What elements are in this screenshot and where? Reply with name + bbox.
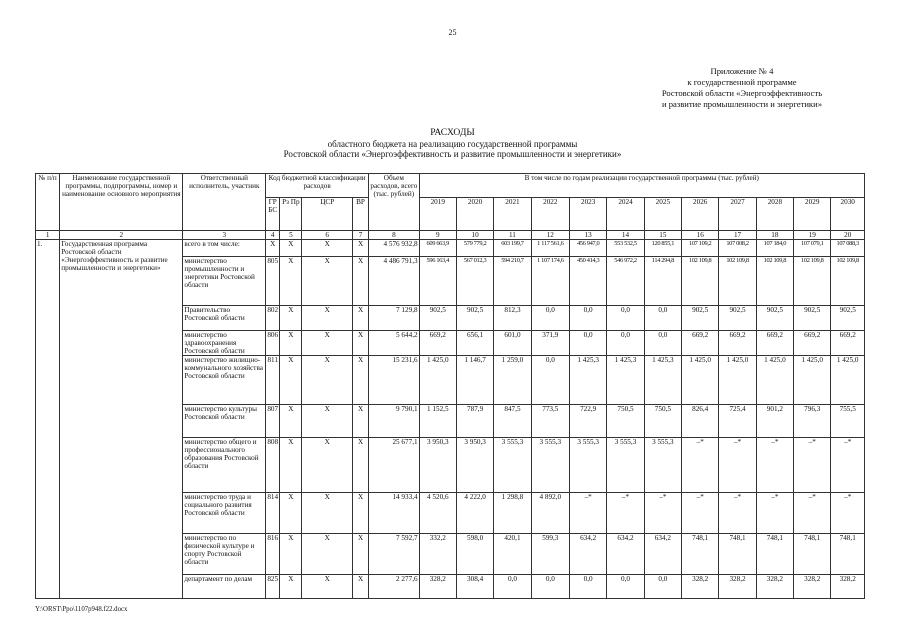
rzpr-cell: X	[280, 534, 302, 575]
rzpr-cell: X	[280, 493, 302, 534]
appendix-line: Ростовской области «Энергоэффективность	[661, 88, 823, 98]
header-year: 2023	[569, 198, 606, 231]
year-value-cell: –*	[756, 438, 793, 493]
year-value-cell: 669,2	[719, 331, 756, 356]
year-value-cell: 546 972,2	[607, 257, 644, 306]
year-value-cell: 371,9	[531, 331, 569, 356]
vr-cell: X	[352, 306, 368, 331]
year-value-cell: 1 146,7	[456, 356, 493, 405]
title-line: областного бюджета на реализацию государственной программы	[327, 138, 578, 149]
year-value-cell: 603 199,7	[494, 240, 531, 257]
year-value-cell: –*	[569, 493, 606, 534]
header-year: 2019	[419, 198, 456, 231]
executor-cell: всего в том числе:	[183, 240, 266, 257]
total-cell: 7 129,8	[369, 306, 419, 331]
year-value-cell: 3 950,3	[419, 438, 456, 493]
total-cell: 25 677,1	[369, 438, 419, 493]
year-value-cell: –*	[794, 493, 831, 534]
year-value-cell: 1 425,0	[756, 356, 793, 405]
grbs-cell: 825	[266, 575, 280, 599]
year-value-cell: 420,1	[494, 534, 531, 575]
column-number: 11	[494, 231, 531, 240]
executor-cell: министерство здравоохранения Ростовской области	[183, 331, 266, 356]
year-value-cell: 1 425,0	[719, 356, 756, 405]
column-number: 15	[644, 231, 681, 240]
vr-cell: X	[352, 534, 368, 575]
total-cell: 7 592,7	[369, 534, 419, 575]
header-year: 2027	[719, 198, 756, 231]
column-number-row	[36, 231, 865, 240]
column-number: 3	[183, 231, 266, 240]
executor-cell: Правительство Ростовской области	[183, 306, 266, 331]
vr-cell: X	[352, 405, 368, 438]
year-value-cell: 1 117 561,6	[531, 240, 569, 257]
year-value-cell: 579 779,2	[456, 240, 493, 257]
year-value-cell: 0,0	[569, 306, 606, 331]
header-year: 2029	[794, 198, 831, 231]
column-number: 9	[419, 231, 456, 240]
csr-cell: X	[302, 438, 352, 493]
program-name: Государственная программа Ростовской области «Энергоэффективность и развитие промышленности и энергетики»	[60, 240, 183, 599]
year-value-cell: –*	[794, 438, 831, 493]
executor-cell: министерство промышленности и энергетики Ростовской области	[183, 257, 266, 306]
year-value-cell: 1 425,3	[644, 356, 681, 405]
year-value-cell: 3 555,3	[494, 438, 531, 493]
year-value-cell: 902,5	[831, 306, 865, 331]
header-year: 2028	[756, 198, 793, 231]
year-value-cell: 0,0	[607, 306, 644, 331]
year-value-cell: 102 109,8	[682, 257, 719, 306]
rzpr-cell: X	[280, 405, 302, 438]
year-value-cell: 902,5	[719, 306, 756, 331]
year-value-cell: 594 210,7	[494, 257, 531, 306]
vr-cell: X	[352, 356, 368, 405]
csr-cell: X	[302, 306, 352, 331]
year-value-cell: 3 950,3	[456, 438, 493, 493]
total-cell: 2 277,6	[369, 575, 419, 599]
document-title	[0, 128, 905, 160]
year-value-cell: 102 109,8	[794, 257, 831, 306]
header-executor: Ответственный исполнитель, участник	[183, 174, 266, 231]
year-value-cell: 598,0	[456, 534, 493, 575]
grbs-cell: 808	[266, 438, 280, 493]
year-value-cell: –*	[831, 493, 865, 534]
column-number: 10	[456, 231, 493, 240]
year-value-cell: 328,2	[719, 575, 756, 599]
grbs-cell: X	[266, 240, 280, 257]
year-value-cell: 1 425,3	[569, 356, 606, 405]
year-value-cell: –*	[831, 438, 865, 493]
total-cell: 9 790,1	[369, 405, 419, 438]
year-value-cell: 634,2	[607, 534, 644, 575]
csr-cell: X	[302, 534, 352, 575]
column-number: 5	[280, 231, 302, 240]
vr-cell: X	[352, 438, 368, 493]
column-number: 1	[36, 231, 60, 240]
column-number: 13	[569, 231, 606, 240]
column-number: 7	[352, 231, 368, 240]
year-value-cell: 748,1	[831, 534, 865, 575]
year-value-cell: 328,2	[756, 575, 793, 599]
year-value-cell: 567 012,3	[456, 257, 493, 306]
year-value-cell: 102 109,8	[831, 257, 865, 306]
year-value-cell: 1 425,0	[831, 356, 865, 405]
year-value-cell: 0,0	[531, 306, 569, 331]
header-year: 2021	[494, 198, 531, 231]
csr-cell: X	[302, 356, 352, 405]
column-number: 8	[369, 231, 419, 240]
column-number: 20	[831, 231, 865, 240]
year-value-cell: 4 222,0	[456, 493, 493, 534]
year-value-cell: 902,5	[794, 306, 831, 331]
year-value-cell: 4 520,6	[419, 493, 456, 534]
table-row	[36, 240, 865, 257]
year-value-cell: 596 163,4	[419, 257, 456, 306]
executor-cell: министерство культуры Ростовской области	[183, 405, 266, 438]
header-year: 2020	[456, 198, 493, 231]
year-value-cell: 755,5	[831, 405, 865, 438]
header-budget-code: Код бюджетной классификации расходов	[266, 174, 369, 198]
total-cell: 14 933,4	[369, 493, 419, 534]
year-value-cell: 725,4	[719, 405, 756, 438]
title-line: Ростовской области «Энергоэффективность и развитие промышленности и энергетики»	[283, 149, 622, 159]
appendix-line: к государственной программе	[687, 77, 797, 87]
year-value-cell: 1 425,0	[682, 356, 719, 405]
appendix-note	[622, 66, 862, 110]
year-value-cell: 0,0	[644, 575, 681, 599]
csr-cell: X	[302, 240, 352, 257]
year-value-cell: 107 184,0	[756, 240, 793, 257]
column-number: 6	[302, 231, 352, 240]
year-value-cell: 796,3	[794, 405, 831, 438]
year-value-cell: 114 294,8	[644, 257, 681, 306]
year-value-cell: 750,5	[644, 405, 681, 438]
year-value-cell: 1 425,3	[607, 356, 644, 405]
year-value-cell: 3 555,3	[644, 438, 681, 493]
year-value-cell: 669,2	[794, 331, 831, 356]
year-value-cell: 107 109,2	[682, 240, 719, 257]
total-cell: 15 231,6	[369, 356, 419, 405]
year-value-cell: –*	[607, 493, 644, 534]
year-value-cell: –*	[756, 493, 793, 534]
executor-cell: департамент по делам	[183, 575, 266, 599]
year-value-cell: –*	[719, 493, 756, 534]
year-value-cell: 328,2	[419, 575, 456, 599]
year-value-cell: 599,3	[531, 534, 569, 575]
vr-cell: X	[352, 257, 368, 306]
csr-cell: X	[302, 493, 352, 534]
year-value-cell: 847,5	[494, 405, 531, 438]
year-value-cell: 308,4	[456, 575, 493, 599]
header-year: 2024	[607, 198, 644, 231]
year-value-cell: 456 947,0	[569, 240, 606, 257]
header-no: № п/п	[36, 174, 60, 231]
year-value-cell: 750,5	[607, 405, 644, 438]
column-number: 17	[719, 231, 756, 240]
year-value-cell: 1 107 174,6	[531, 257, 569, 306]
year-value-cell: 812,3	[494, 306, 531, 331]
year-value-cell: 748,1	[719, 534, 756, 575]
vr-cell: X	[352, 240, 368, 257]
rzpr-cell: X	[280, 356, 302, 405]
header-name: Наименование государственной программы, подпрограммы, номер и наименование основного мероприятия	[60, 174, 183, 231]
year-value-cell: –*	[719, 438, 756, 493]
csr-cell: X	[302, 257, 352, 306]
executor-cell: министерство жилищно-коммунального хозяйства Ростовской области	[183, 356, 266, 405]
year-value-cell: 0,0	[494, 575, 531, 599]
grbs-cell: 814	[266, 493, 280, 534]
grbs-cell: 807	[266, 405, 280, 438]
year-value-cell: –*	[644, 493, 681, 534]
header-year: 2026	[682, 198, 719, 231]
year-value-cell: 1 152,5	[419, 405, 456, 438]
year-value-cell: 107 079,1	[794, 240, 831, 257]
year-value-cell: 107 008,2	[719, 240, 756, 257]
header-grbs: ГР БС	[266, 198, 280, 231]
year-value-cell: 609 663,9	[419, 240, 456, 257]
vr-cell: X	[352, 331, 368, 356]
rzpr-cell: X	[280, 331, 302, 356]
header-years-title: В том числе по годам реализации государственной программы (тыс. рублей)	[419, 174, 864, 198]
rzpr-cell: X	[280, 240, 302, 257]
vr-cell: X	[352, 575, 368, 599]
year-value-cell: 1 425,0	[419, 356, 456, 405]
year-value-cell: 773,5	[531, 405, 569, 438]
csr-cell: X	[302, 575, 352, 599]
total-cell: 4 486 791,3	[369, 257, 419, 306]
csr-cell: X	[302, 405, 352, 438]
year-value-cell: 1 259,0	[494, 356, 531, 405]
year-value-cell: 601,0	[494, 331, 531, 356]
year-value-cell: 0,0	[569, 575, 606, 599]
header-vr: ВР	[352, 198, 368, 231]
header-year: 2025	[644, 198, 681, 231]
total-cell: 5 644,2	[369, 331, 419, 356]
appendix-line: Приложение № 4	[710, 66, 774, 76]
grbs-cell: 802	[266, 306, 280, 331]
year-value-cell: 634,2	[644, 534, 681, 575]
expenses-table	[35, 173, 865, 599]
year-value-cell: 3 555,3	[569, 438, 606, 493]
column-number: 18	[756, 231, 793, 240]
year-value-cell: 328,2	[794, 575, 831, 599]
year-value-cell: 748,1	[756, 534, 793, 575]
year-value-cell: 669,2	[831, 331, 865, 356]
column-number: 19	[794, 231, 831, 240]
executor-cell: министерство по физической культуре и спорту Ростовской области	[183, 534, 266, 575]
rzpr-cell: X	[280, 257, 302, 306]
year-value-cell: –*	[682, 438, 719, 493]
year-value-cell: 3 555,3	[607, 438, 644, 493]
year-value-cell: 0,0	[644, 331, 681, 356]
grbs-cell: 811	[266, 356, 280, 405]
year-value-cell: 120 855,1	[644, 240, 681, 257]
executor-cell: министерство общего и профессионального образования Ростовской области	[183, 438, 266, 493]
csr-cell: X	[302, 331, 352, 356]
year-value-cell: 669,2	[756, 331, 793, 356]
grbs-cell: 805	[266, 257, 280, 306]
title-main: РАСХОДЫ	[430, 127, 475, 138]
year-value-cell: 332,2	[419, 534, 456, 575]
grbs-cell: 806	[266, 331, 280, 356]
year-value-cell: 3 555,3	[531, 438, 569, 493]
page-number: 25	[448, 28, 457, 37]
column-number: 2	[60, 231, 183, 240]
year-value-cell: 901,2	[756, 405, 793, 438]
year-value-cell: 902,5	[456, 306, 493, 331]
year-value-cell: 1 425,0	[794, 356, 831, 405]
total-cell: 4 576 932,8	[369, 240, 419, 257]
program-number: 1.	[36, 240, 60, 599]
year-value-cell: 826,4	[682, 405, 719, 438]
year-value-cell: 4 892,0	[531, 493, 569, 534]
year-value-cell: 102 109,8	[756, 257, 793, 306]
year-value-cell: 787,9	[456, 405, 493, 438]
column-number: 4	[266, 231, 280, 240]
year-value-cell: 107 088,3	[831, 240, 865, 257]
year-value-cell: 0,0	[569, 331, 606, 356]
executor-cell: министерство труда и социального развития Ростовской области	[183, 493, 266, 534]
column-number: 16	[682, 231, 719, 240]
year-value-cell: 0,0	[531, 356, 569, 405]
year-value-cell: 0,0	[607, 575, 644, 599]
header-volume: Объем расходов, всего (тыс. рублей)	[369, 174, 419, 231]
year-value-cell: 0,0	[531, 575, 569, 599]
year-value-cell: 722,9	[569, 405, 606, 438]
column-number: 14	[607, 231, 644, 240]
header-rzpr: Рз Пр	[280, 198, 302, 231]
rzpr-cell: X	[280, 575, 302, 599]
header-year: 2030	[831, 198, 865, 231]
year-value-cell: 656,1	[456, 331, 493, 356]
year-value-cell: 669,2	[419, 331, 456, 356]
header-csr: ЦСР	[302, 198, 352, 231]
header-year: 2022	[531, 198, 569, 231]
year-value-cell: 0,0	[607, 331, 644, 356]
year-value-cell: 902,5	[682, 306, 719, 331]
year-value-cell: 328,2	[682, 575, 719, 599]
year-value-cell: 328,2	[831, 575, 865, 599]
year-value-cell: –*	[682, 493, 719, 534]
year-value-cell: 748,1	[682, 534, 719, 575]
appendix-line: и развитие промышленности и энергетики»	[661, 99, 822, 109]
vr-cell: X	[352, 493, 368, 534]
rzpr-cell: X	[280, 306, 302, 331]
rzpr-cell: X	[280, 438, 302, 493]
year-value-cell: 634,2	[569, 534, 606, 575]
year-value-cell: 0,0	[644, 306, 681, 331]
grbs-cell: 816	[266, 534, 280, 575]
year-value-cell: 1 298,8	[494, 493, 531, 534]
year-value-cell: 902,5	[756, 306, 793, 331]
year-value-cell: 748,1	[794, 534, 831, 575]
column-number: 12	[531, 231, 569, 240]
year-value-cell: 669,2	[682, 331, 719, 356]
file-path-footer: Y:\ORST\Ppo\1107p948.f22.docx	[35, 606, 128, 613]
year-value-cell: 102 109,8	[719, 257, 756, 306]
year-value-cell: 902,5	[419, 306, 456, 331]
year-value-cell: 450 414,3	[569, 257, 606, 306]
year-value-cell: 553 532,5	[607, 240, 644, 257]
